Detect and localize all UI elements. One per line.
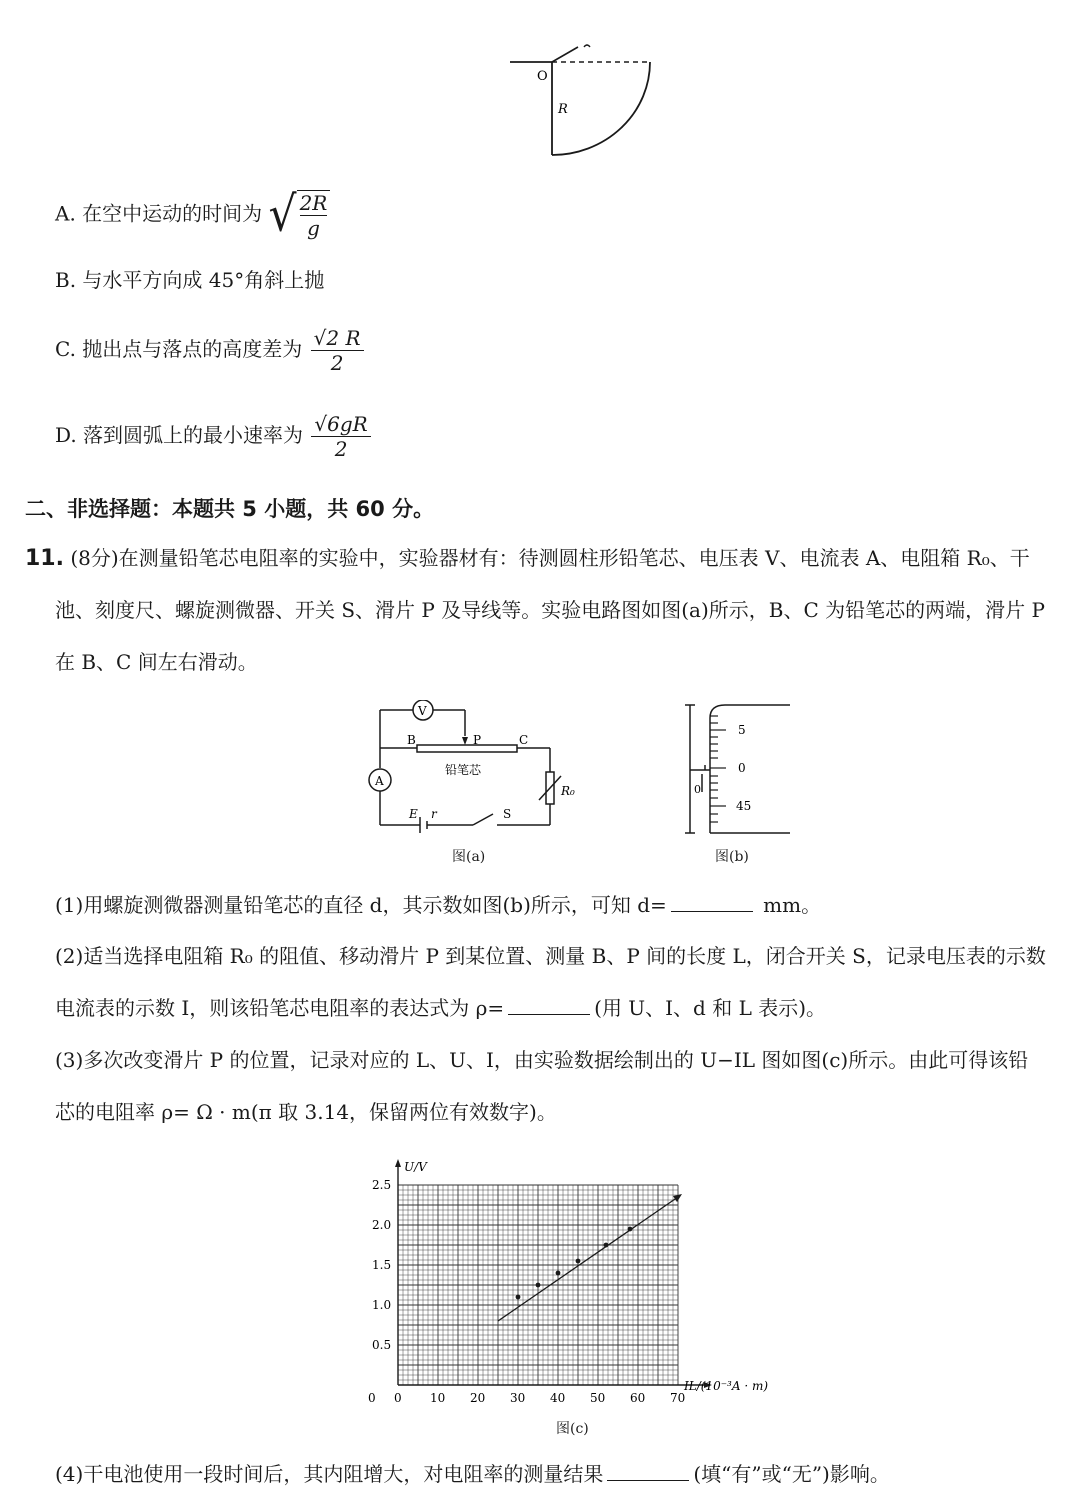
x-tick-label: 20 [470, 1391, 486, 1405]
option-c-den: 2 [330, 351, 344, 375]
projectile-figure [500, 35, 670, 165]
option-a [55, 186, 330, 243]
x-tick-label: 30 [510, 1391, 526, 1405]
y-axis-arrow [395, 1159, 401, 1167]
answer-blank-2[interactable] [508, 996, 590, 1015]
y-tick-label: 1.0 [372, 1298, 392, 1312]
label-c: C [519, 733, 529, 747]
data-point [604, 1243, 609, 1248]
option-d-text: D. 落到圆弧上的最小速率为 [55, 423, 304, 447]
u-il-chart [360, 1145, 800, 1405]
label-e: E [409, 807, 418, 821]
q11-text-1: (8分)在测量铅笔芯电阻率的实验中，实验器材有：待测圆柱形铅笔芯、电压表 V、电流表 A、电阻箱 R₀、干 [70, 546, 1030, 570]
part1-unit: mm。 [756, 893, 822, 917]
tick-5: 5 [738, 723, 746, 737]
x-tick-label: 10 [430, 1391, 446, 1405]
question-number: 11. [25, 546, 64, 571]
part2-line2 [55, 994, 826, 1022]
thimble-ticks [710, 716, 726, 822]
micrometer-diagram [680, 700, 800, 840]
option-a-text: A. 在空中运动的时间为 [55, 201, 263, 226]
label-s: S [503, 807, 512, 821]
tick-45: 45 [736, 799, 752, 813]
fig-b-caption: 图(b) [715, 849, 749, 865]
option-a-den: g [307, 216, 320, 240]
option-d-num: √6gR [311, 412, 370, 437]
label-o: O [537, 69, 548, 84]
option-c-text: C. 抛出点与落点的高度差为 [55, 337, 303, 361]
y-tick-label: 2.5 [372, 1178, 392, 1192]
part2-text: 电流表的示数 I，则该铅笔芯电阻率的表达式为 ρ= [55, 996, 505, 1020]
part1-text: (1)用螺旋测微器测量铅笔芯的直径 d，其示数如图(b)所示，可知 d= [55, 893, 667, 917]
x-axis-label: IL/(10⁻³A · m) [684, 1379, 769, 1393]
x-tick-label: 0 [394, 1391, 402, 1405]
data-point [516, 1295, 521, 1300]
part1 [55, 891, 821, 919]
q11-line3: 在 B、C 间左右滑动。 [55, 650, 258, 674]
y-tick-label: 0.5 [372, 1338, 392, 1352]
x-tick-label: 60 [630, 1391, 646, 1405]
circuit-diagram [365, 700, 575, 840]
part3-line2: 芯的电阻率 ρ= Ω · m(π 取 3.14，保留两位有效数字)。 [55, 1100, 557, 1124]
answer-blank-1[interactable] [671, 893, 753, 912]
voltmeter-label: V [418, 704, 427, 718]
part4 [55, 1460, 890, 1488]
fig-c-caption: 图(c) [556, 1421, 589, 1437]
part4-hint: (填“有”或“无”)影响。 [693, 1462, 890, 1486]
option-b: B. 与水平方向成 45°角斜上抛 [55, 268, 325, 292]
sqrt-expression: √ $\frac{2R}{g}$ [269, 190, 331, 240]
option-c-num: √2 R [311, 326, 364, 351]
data-point [576, 1259, 581, 1264]
x-tick-label: 70 [670, 1391, 686, 1405]
tick-0: 0 [738, 761, 746, 775]
option-d-den: 2 [334, 437, 348, 461]
part3-line1: (3)多次改变滑片 P 的位置，记录对应的 L、U、I，由实验数据绘制出的 U−IL 图如图(c)所示。由此可得该铅 [55, 1048, 1029, 1072]
section-heading: 二、非选择题：本题共 5 小题，共 60 分。 [25, 497, 435, 521]
label-r0: R₀ [561, 784, 575, 798]
fig-a-caption: 图(a) [452, 849, 486, 865]
option-d [55, 412, 373, 461]
label-r: R [558, 102, 568, 117]
label-p: P [473, 733, 482, 747]
origin-label: 0 [368, 1391, 376, 1405]
part2-hint: (用 U、I、d 和 L 表示)。 [594, 996, 827, 1020]
answer-blank-4[interactable] [607, 1462, 689, 1481]
data-point [536, 1283, 541, 1288]
label-r-internal: r [431, 807, 437, 821]
option-c [55, 326, 366, 375]
x-tick-label: 40 [550, 1391, 566, 1405]
label-b: B [407, 733, 416, 747]
y-tick-label: 2.0 [372, 1218, 392, 1232]
part4-text: (4)干电池使用一段时间后，其内阻增大，对电阻率的测量结果 [55, 1462, 604, 1486]
pencil-label: 铅笔芯 [445, 763, 482, 777]
option-a-num: 2R [299, 191, 328, 215]
data-point [556, 1271, 561, 1276]
x-tick-label: 50 [590, 1391, 606, 1405]
main-scale-zero: 0 [694, 783, 701, 796]
q11-line2: 池、刻度尺、螺旋测微器、开关 S、滑片 P 及导线等。实验电路图如图(a)所示，B、C 为铅笔芯的两端，滑片 P [55, 598, 1045, 622]
q11-line1 [25, 544, 1030, 573]
data-point [628, 1227, 633, 1232]
part2-line1: (2)适当选择电阻箱 R₀ 的阻值、移动滑片 P 到某位置、测量 B、P 间的长度 L，闭合开关 S，记录电压表的示数 [55, 944, 1046, 968]
ammeter-label: A [375, 774, 384, 788]
y-axis-label: U/V [404, 1160, 427, 1174]
y-tick-label: 1.5 [372, 1258, 392, 1272]
